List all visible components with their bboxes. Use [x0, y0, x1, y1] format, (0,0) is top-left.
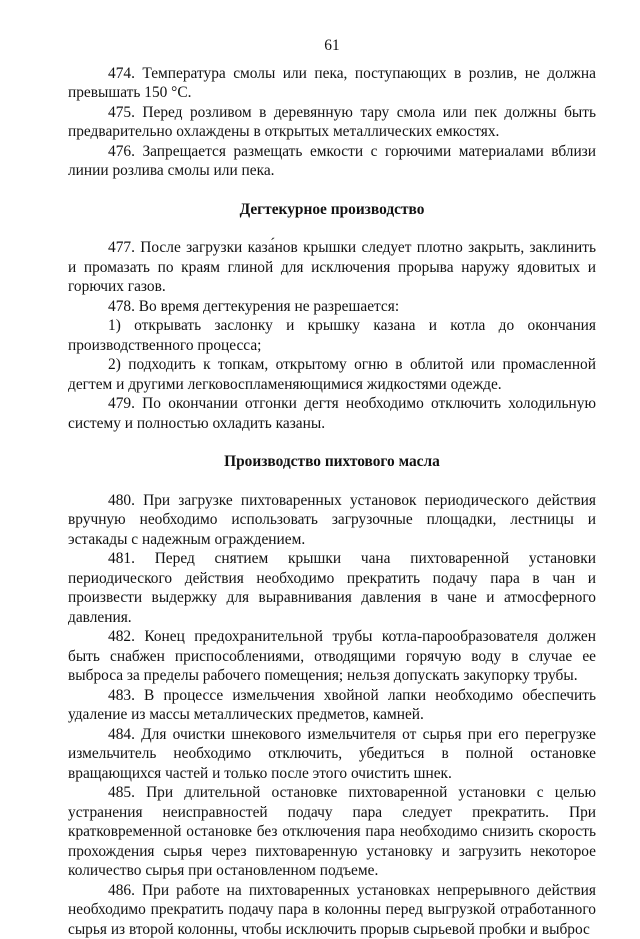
paragraph-486: 486. При работе на пихтоваренных установках непрерывного действия необходимо прекратить подачу пара в колонны перед выгрузкой отработанного сырья из второй колонны, чтобы исключить прорыв сырьевой пробки и выброс	[68, 881, 596, 939]
paragraph-485: 485. При длительной остановке пихтоваренной установки с целью устранения неисправностей подачу пара следует прекратить. При кратковременной остановке без отключения пара необходимо снизить скорость прохождения сырья через пихтоваренную установку и загрузить некоторое количество сырья при остановленном подъеме.	[68, 783, 596, 881]
paragraph-479: 479. По окончании отгонки дегтя необходимо отключить холодильную систему и полностью охладить казаны.	[68, 394, 596, 433]
section-heading-fir-oil: Производство пихтового масла	[68, 452, 596, 472]
paragraph-477: 477. После загрузки каза́нов крышки следует плотно закрыть, заклинить и промазать по краям глиной для исключения прорыва наружу ядовитых и горючих газов.	[68, 238, 596, 297]
paragraph-480: 480. При загрузке пихтоваренных установок периодического действия вручную необходимо использовать загрузочные площадки, лестницы и эстакады с надежным ограждением.	[68, 491, 596, 550]
list-item-2: 2) подходить к топкам, открытому огню в облитой или промасленной дегтем и другими легковоспламеняющимися жидкостями одежде.	[68, 355, 596, 394]
list-item-1: 1) открывать заслонку и крышку казана и котла до окончания производственного процесса;	[68, 316, 596, 355]
paragraph-482: 482. Конец предохранительной трубы котла-парообразователя должен быть снабжен приспособлениями, отводящими горячую воду в случае ее выброса за пределы рабочего помещения; нельзя допускать закупорку трубы.	[68, 627, 596, 686]
section-heading-tar: Дегтекурное производство	[68, 200, 596, 220]
paragraph-474: 474. Температура смолы или пека, поступающих в розлив, не должна превышать 150 °С.	[68, 64, 596, 103]
page-number: 61	[68, 36, 596, 56]
paragraph-478: 478. Во время дегтекурения не разрешается:	[68, 297, 596, 317]
paragraph-484: 484. Для очистки шнекового измельчителя от сырья при его перегрузке измельчитель необходимо отключить, убедиться в полной остановке вращающихся частей и только после этого очистить шнек.	[68, 725, 596, 784]
paragraph-481: 481. Перед снятием крышки чана пихтоваренной установки периодического действия необходимо прекратить подачу пара в чан и произвести выдержку для выравнивания давления в чане и атмосферного давления.	[68, 549, 596, 627]
paragraph-475: 475. Перед розливом в деревянную тару смола или пек должны быть предварительно охлаждены в открытых металлических емкостях.	[68, 103, 596, 142]
paragraph-483: 483. В процессе измельчения хвойной лапки необходимо обеспечить удаление из массы металлических предметов, камней.	[68, 686, 596, 725]
paragraph-476: 476. Запрещается размещать емкости с горючими материалами вблизи линии розлива смолы или пека.	[68, 142, 596, 181]
